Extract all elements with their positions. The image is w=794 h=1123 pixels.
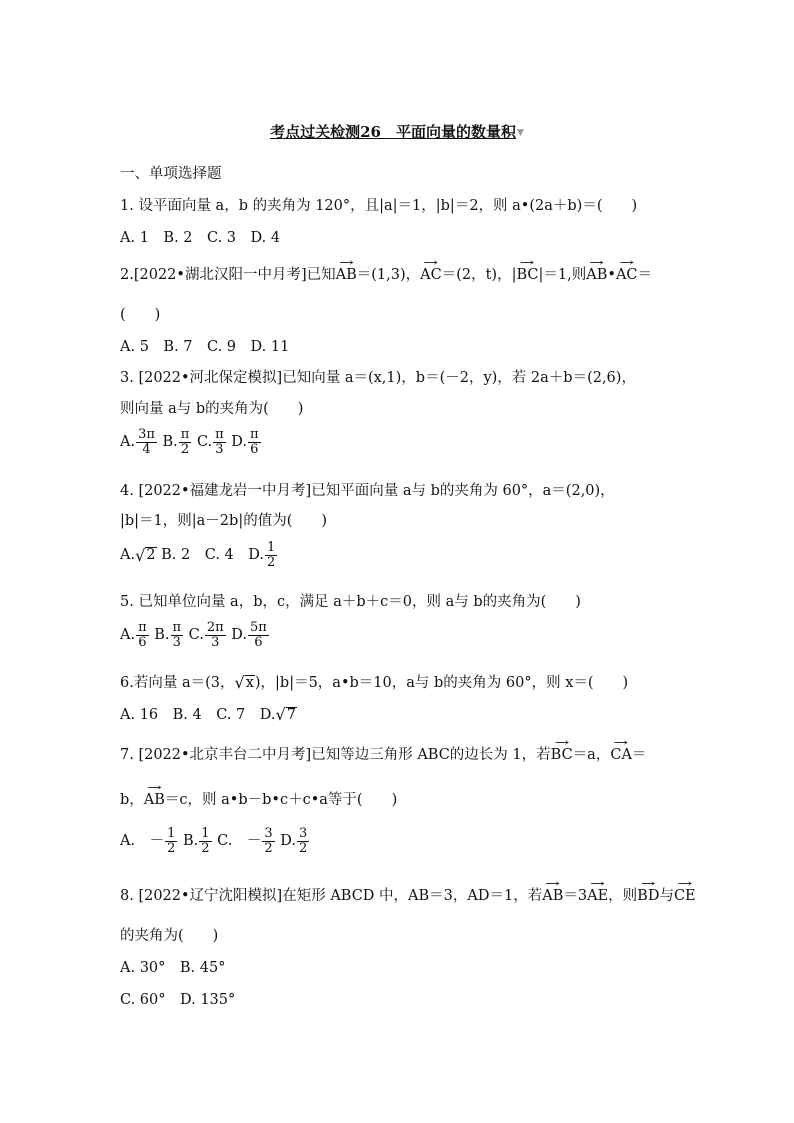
option-label: A. — [120, 547, 136, 564]
vector-bc: → BC — [551, 748, 573, 763]
option-label: C. － — [217, 833, 262, 850]
option-label: C. — [188, 627, 204, 644]
q7-text: ＝a， — [572, 747, 611, 763]
square-root: √ 7 — [275, 705, 296, 725]
q6-text: )，|b|＝5，a•b＝10，a与 b的夹角为 60°，则 x＝( ) — [254, 675, 629, 691]
q4-stem-line1: 4. [2022•福建龙岩一中月考]已知平面向量 a与 b的夹角为 60°，a＝(2,0)， — [120, 483, 615, 499]
option-label: B. — [162, 434, 178, 451]
option-label: A. — [120, 627, 136, 644]
vector-ac: → AC — [420, 268, 442, 283]
fraction: $\frac{\pi}{3}$ — [215, 427, 224, 457]
fraction: $\frac{1}{2}$ — [266, 540, 276, 570]
q7-stem-line2 — [120, 788, 397, 809]
q7-text: b， — [120, 792, 144, 808]
option-label: D. — [231, 627, 248, 644]
fraction: $\frac{3\pi}{4}$ — [138, 427, 155, 457]
option-label: B. — [154, 627, 170, 644]
vector-ab: → AB — [144, 793, 165, 808]
fraction: $\frac{5\pi}{6}$ — [250, 620, 267, 650]
q8-text: 8. [2022•辽宁沈阳模拟]在矩形 ABCD 中，AB＝3，AD＝1，若 — [120, 888, 543, 904]
q2-options: A. 5 B. 7 C. 9 D. 11 — [120, 339, 290, 355]
q5-stem: 5. 已知单位向量 a，b，c，满足 a＋b＋c＝0，则 a与 b的夹角为( ) — [120, 594, 581, 610]
q5-options — [120, 621, 270, 649]
vector-ac: → AC — [616, 268, 638, 283]
square-root: √ 2 — [135, 545, 156, 565]
q1-options: A. 1 B. 2 C. 3 D. 4 — [120, 230, 281, 246]
vector-bd: → BD — [637, 889, 659, 904]
q8-options-ab: A. 30° B. 45° — [120, 960, 226, 976]
q3-stem-line1: 3. [2022•河北保定模拟]已知向量 a＝(x,1)，b＝(－2，y)，若 2a＋b＝(2,6)， — [120, 370, 636, 386]
fraction: $\frac{1}{2}$ — [201, 826, 210, 856]
q2-stem — [120, 263, 652, 284]
vector-ab: → AB — [542, 889, 563, 904]
vector-ce: → CE — [674, 889, 696, 904]
q2-text: |＝1,则 — [538, 267, 587, 283]
fraction: $\frac{\pi}{6}$ — [250, 427, 259, 457]
fraction: $\frac{\pi}{2}$ — [180, 427, 190, 457]
q2-text: ＝ — [637, 267, 653, 283]
q6-stem — [120, 671, 628, 692]
option-text: B. 2 C. 4 D. — [161, 547, 264, 564]
q4-options — [120, 541, 278, 569]
vector-ab: → AB — [586, 268, 607, 283]
q2-paren: ( ) — [120, 307, 161, 323]
q8-text: ＝3 — [563, 888, 588, 904]
fraction: $\frac{1}{2}$ — [167, 826, 176, 856]
q3-options — [120, 428, 262, 456]
q7-text: ＝ — [631, 747, 647, 763]
q7-text: 7. [2022•北京丰台二中月考]已知等边三角形 ABC的边长为 1，若 — [120, 747, 551, 763]
option-label: D. — [231, 434, 248, 451]
q8-text: ，则 — [608, 888, 638, 904]
q8-text: 与 — [659, 888, 674, 904]
fraction: $\frac{3}{2}$ — [298, 826, 308, 856]
vector-bc: → BC — [516, 268, 538, 283]
option-label: D. — [280, 833, 296, 850]
square-root: √ x — [234, 673, 254, 693]
option-text: A. 16 B. 4 C. 7 D. — [120, 707, 276, 723]
q4-stem-line2: |b|＝1，则|a－2b|的值为( ) — [120, 513, 328, 529]
q2-text: ＝(1,3)， — [356, 267, 421, 283]
q7-stem-line1 — [120, 743, 646, 764]
q7-options — [120, 827, 310, 855]
q7-text: ＝c，则 a•b－b•c＋c•a等于( ) — [164, 792, 398, 808]
section-heading: 一、单项选择题 — [120, 166, 222, 182]
option-label: A. － — [120, 833, 165, 850]
q8-stem-line2: 的夹角为( ) — [120, 928, 219, 944]
q2-text: ＝(2，t)，| — [441, 267, 517, 283]
q2-text: 2.[2022•湖北汉阳一中月考]已知 — [120, 267, 336, 283]
title-text: 考点过关检测26 平面向量的数量积 — [270, 123, 516, 141]
option-label: A. — [120, 434, 136, 451]
vector-ae: → AE — [587, 889, 608, 904]
vector-ab: → AB — [336, 268, 357, 283]
fraction: $\frac{\pi}{6}$ — [138, 620, 147, 650]
q2-text: • — [607, 267, 616, 283]
q8-stem-line1 — [120, 884, 696, 905]
fraction: $\frac{2\pi}{3}$ — [206, 620, 224, 650]
fraction: $\frac{3}{2}$ — [264, 826, 273, 856]
fraction: $\frac{\pi}{3}$ — [172, 620, 182, 650]
option-label: C. — [196, 434, 213, 451]
page-title — [0, 121, 794, 142]
dropdown-triangle-icon[interactable]: ▼ — [516, 128, 524, 138]
q6-options — [120, 703, 297, 724]
q8-options-cd: C. 60° D. 135° — [120, 992, 236, 1008]
q6-text: 6.若向量 a＝(3， — [120, 675, 235, 691]
vector-ca: → CA — [610, 748, 632, 763]
q1-stem: 1. 设平面向量 a，b 的夹角为 120°，且|a|＝1，|b|＝2，则 a•(2a＋b)＝( ) — [120, 198, 638, 214]
option-label: B. — [182, 833, 199, 850]
q3-stem-line2: 则向量 a与 b的夹角为( ) — [120, 401, 304, 417]
